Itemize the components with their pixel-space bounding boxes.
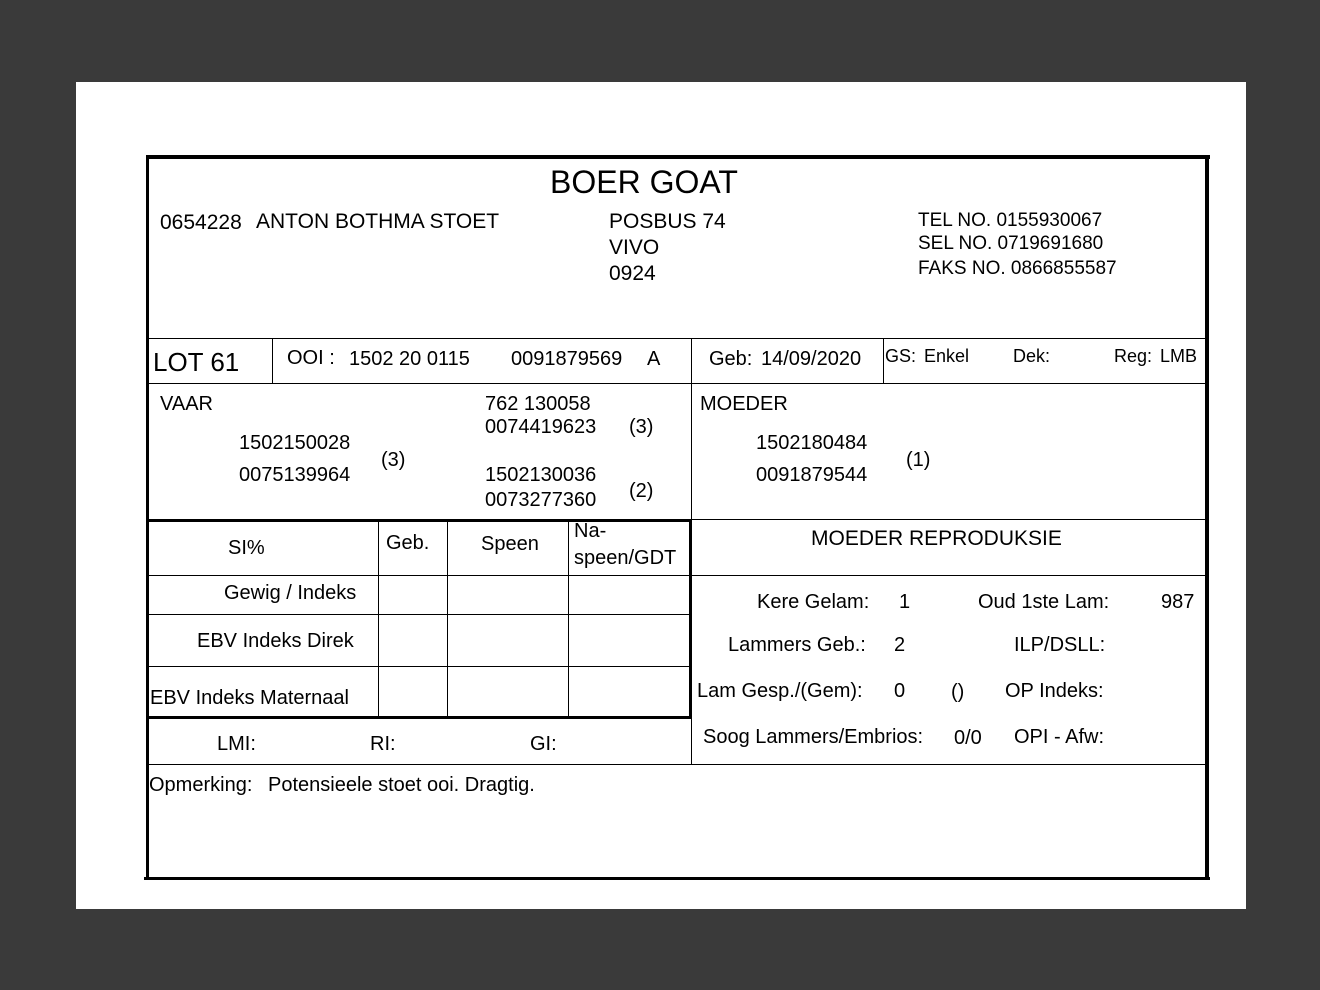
divider-perf-head-left <box>148 575 691 576</box>
reg-value: LMB <box>1160 346 1198 366</box>
address-line-3: 0924 <box>609 262 656 285</box>
soog-lammers-value: 0/0 <box>954 727 982 749</box>
row-label-gewig: Gewig / Indeks <box>224 582 357 604</box>
animal-tag: 0091879569 <box>511 348 623 370</box>
geb-label: Geb: <box>709 348 753 370</box>
vaar-count: (3) <box>381 449 406 471</box>
gs-label: GS: <box>885 346 917 366</box>
divider-lot-v <box>272 338 273 384</box>
sire-sire-count: (3) <box>629 416 654 438</box>
frame-top <box>146 155 1210 159</box>
ri-label: RI: <box>370 733 396 755</box>
remarks-text: Potensieele stoet ooi. Dragtig. <box>268 774 535 796</box>
vaar-id: 1502150028 <box>239 432 351 454</box>
oud-1ste-lam-label: Oud 1ste Lam: <box>978 591 1110 613</box>
reg-label: Reg: <box>1114 346 1153 366</box>
divider-col2-v <box>447 519 448 718</box>
divider-col1-v <box>378 519 379 718</box>
breeder-number: 0654228 <box>160 211 242 234</box>
frame-right <box>1205 155 1209 880</box>
geb-date: 14/09/2020 <box>761 348 862 370</box>
lmi-label: LMI: <box>217 733 256 755</box>
remarks-label: Opmerking: <box>149 774 253 796</box>
lam-gesp-value: 0 <box>894 680 906 702</box>
frame-left <box>146 155 149 880</box>
lammers-geb-label: Lammers Geb.: <box>728 634 866 656</box>
vaar-label: VAAR <box>160 393 213 415</box>
gs-value: Enkel <box>924 346 970 366</box>
sel-number: SEL NO. 0719691680 <box>918 233 1104 254</box>
kere-gelam-value: 1 <box>899 591 911 613</box>
divider-row1 <box>148 614 691 615</box>
lam-gesp-gem: () <box>951 681 965 703</box>
soog-lammers-label: Soog Lammers/Embrios: <box>703 726 924 748</box>
sire-dam-id: 1502130036 <box>485 464 597 486</box>
ooi-label: OOI : <box>287 347 335 369</box>
reproduction-heading: MOEDER REPRODUKSIE <box>811 527 1062 550</box>
divider-row3 <box>148 716 691 719</box>
divider-header <box>148 338 1206 339</box>
sire-sire-id: 762 130058 <box>485 393 591 415</box>
si-label: SI% <box>228 537 265 559</box>
faks-number: FAKS NO. 0866855587 <box>918 258 1117 279</box>
row-label-ebv-maternaal: EBV Indeks Maternaal <box>150 687 349 709</box>
sire-dam-count: (2) <box>629 480 654 502</box>
col-header-naspeen-2: speen/GDT <box>574 547 677 569</box>
ilp-dsll-label: ILP/DSLL: <box>1014 634 1106 656</box>
divider-row2 <box>148 666 691 667</box>
moeder-count: (1) <box>906 449 931 471</box>
divider-geb-v <box>883 338 884 384</box>
breeder-name: ANTON BOTHMA STOET <box>256 210 500 233</box>
divider-perf-head-right <box>691 575 1206 576</box>
animal-grade: A <box>647 348 661 370</box>
ooi-number: 1502 20 0115 <box>349 348 470 370</box>
dek-label: Dek: <box>1013 346 1051 366</box>
address-line-1: POSBUS 74 <box>609 210 726 233</box>
row-label-ebv-direk: EBV Indeks Direk <box>197 630 354 652</box>
card-title: BOER GOAT <box>550 164 738 200</box>
col-header-naspeen-1: Na- <box>574 520 607 542</box>
opi-afw-label: OPI - Afw: <box>1014 726 1105 748</box>
sire-sire-tag: 0074419623 <box>485 416 597 438</box>
moeder-tag: 0091879544 <box>756 464 868 486</box>
moeder-label: MOEDER <box>700 393 788 415</box>
lammers-geb-value: 2 <box>894 634 906 656</box>
divider-pedigree-left <box>148 519 691 522</box>
lam-gesp-label: Lam Gesp./(Gem): <box>697 680 863 702</box>
kere-gelam-label: Kere Gelam: <box>757 591 870 613</box>
oud-1ste-lam-value: 987 <box>1161 591 1195 613</box>
frame-bottom <box>144 877 1210 880</box>
lot-number: LOT 61 <box>153 347 240 377</box>
op-indeks-label: OP Indeks: <box>1005 680 1104 702</box>
col-header-speen: Speen <box>481 533 539 555</box>
divider-mid-thick-v <box>689 519 692 719</box>
sire-dam-tag: 0073277360 <box>485 489 597 511</box>
address-line-2: VIVO <box>609 236 660 259</box>
divider-remarks <box>148 764 1206 765</box>
divider-lot <box>148 383 1206 384</box>
divider-col3-v <box>568 519 569 718</box>
col-header-geb: Geb. <box>386 532 430 554</box>
gi-label: GI: <box>530 733 557 755</box>
tel-number: TEL NO. 0155930067 <box>918 210 1103 231</box>
moeder-id: 1502180484 <box>756 432 868 454</box>
divider-pedigree-right <box>691 519 1206 520</box>
vaar-tag: 0075139964 <box>239 464 351 486</box>
